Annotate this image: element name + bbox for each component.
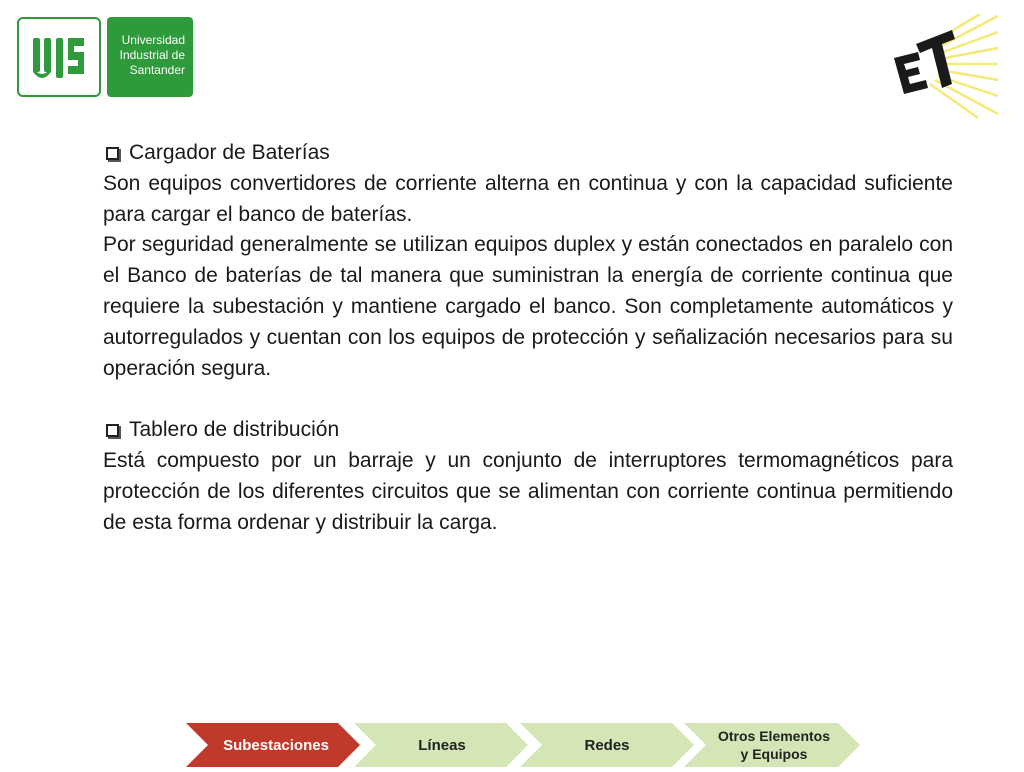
- nav-label: Subestaciones: [223, 737, 329, 754]
- slide-content: [103, 138, 953, 539]
- paragraph: Por seguridad generalmente se utilizan equipos duplex y están conectados en paralelo con el Banco de baterías de tal manera que suministran la energía de corriente continua que requiere la subestación y mantiene cargado el banco. Son completamente automáticos y autorregulados y cuentan con los equipos de protección y señalización necesarios para su operación segura.: [103, 233, 953, 380]
- university-name-line: Universidad: [121, 33, 185, 47]
- spacer: [103, 384, 953, 415]
- section-heading: [103, 138, 953, 169]
- nav-label: y Equipos: [740, 746, 808, 762]
- nav-item-lineas[interactable]: [354, 723, 528, 767]
- paragraph: Son equipos convertidores de corriente alterna en continua y con la capacidad suficiente para cargar el banco de baterías.: [103, 171, 953, 226]
- university-name: [107, 17, 193, 97]
- uis-icon: [17, 17, 101, 97]
- nav-item-subestaciones[interactable]: [186, 723, 360, 767]
- section-title: Cargador de Baterías: [129, 141, 330, 164]
- paragraph: Está compuesto por un barraje y un conjunto de interruptores termomagnéticos para protección de los diferentes circuitos que se alimentan con corriente continua permitiendo de esta forma ordenar y distribuir la carga.: [103, 449, 953, 534]
- university-name-line: Santander: [129, 63, 185, 77]
- nav-label: Redes: [584, 737, 630, 754]
- bottom-navigation: [186, 723, 866, 767]
- nav-item-otros-elementos[interactable]: [684, 723, 860, 767]
- checkbox-bullet-icon: [106, 147, 119, 160]
- checkbox-bullet-icon: [106, 424, 119, 437]
- et-logo-icon: [880, 14, 1000, 124]
- nav-item-redes[interactable]: [520, 723, 694, 767]
- university-logo: [17, 17, 193, 97]
- section-heading: [103, 415, 953, 446]
- nav-label: Otros Elementos: [717, 728, 831, 744]
- university-name-line: Industrial de: [119, 48, 185, 62]
- nav-label: Líneas: [418, 737, 466, 754]
- section-title: Tablero de distribución: [129, 418, 340, 442]
